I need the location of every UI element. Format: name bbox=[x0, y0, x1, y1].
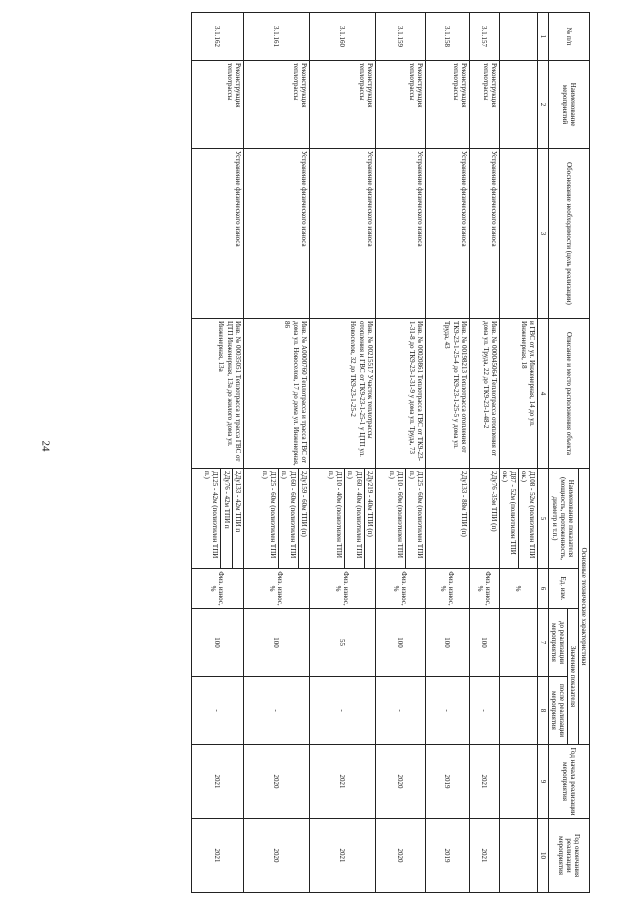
start-year bbox=[499, 745, 537, 819]
unit: Физ. износ, % bbox=[243, 569, 309, 609]
parameter-line: Д110 - 60м (полиэтилен ТПИ п.) bbox=[387, 469, 406, 568]
header-start: Год начала реализации мероприятия bbox=[548, 745, 589, 819]
col-number: 5 bbox=[537, 469, 548, 569]
col-number: 2 bbox=[537, 61, 548, 149]
parameter-line: Д125 - 60м (полиэтилен ТПИ п.) bbox=[260, 469, 279, 568]
header-reason: Обоснование необходимости (цель реализации) bbox=[548, 149, 589, 319]
row-number: 3.1.158 bbox=[425, 13, 469, 61]
parameter-line: 2Ду76 -35м ТПИ (п) bbox=[489, 471, 498, 532]
unit: Физ. износ, % bbox=[469, 569, 499, 609]
parameter-line: Д108 - 52м (полиэтилен ТПИ ок.) bbox=[519, 471, 536, 559]
parameters bbox=[191, 469, 243, 569]
reason: Устранение физического износа bbox=[469, 149, 499, 319]
end-year: 2021 bbox=[191, 819, 243, 893]
column-number-row bbox=[537, 13, 548, 893]
object-description: Инв. № 00020861 Теплотрасса ГВС от ТК9-23-1-31-8 до ТК9-23-1-31-9 у дома ул. Труда, 73 bbox=[375, 319, 425, 469]
start-year: 2021 bbox=[469, 745, 499, 819]
value-before: 100 bbox=[469, 609, 499, 677]
parameter-line: Д110 - 40м (полиэтилен ТПИ п.) bbox=[326, 469, 345, 568]
end-year bbox=[499, 819, 537, 893]
value-after: - bbox=[191, 677, 243, 745]
table-row bbox=[191, 13, 243, 893]
parameters bbox=[243, 469, 309, 569]
reason: Устранение физического износа bbox=[375, 149, 425, 319]
col-number: 9 bbox=[537, 745, 548, 819]
parameter-line: Д125 - 42м (полиэтилен ТПИ п.) bbox=[202, 469, 221, 568]
parameter-line: Д125 - 60м (полиэтилен ТПИ п.) bbox=[407, 471, 424, 559]
parameter-line: 2Ду159 - 60м ТПИ (п) bbox=[299, 471, 308, 537]
parameter-line: 2Ду76 - 42м ТПИ п bbox=[221, 469, 232, 568]
header-value-group: Значение показателя bbox=[567, 609, 578, 745]
start-year: 2020 bbox=[243, 745, 309, 819]
table-row bbox=[499, 13, 537, 893]
value-after: - bbox=[309, 677, 375, 745]
reason: Устранение физического износа bbox=[191, 149, 243, 319]
parameters bbox=[499, 469, 537, 569]
reason: Устранение физического износа bbox=[425, 149, 469, 319]
reason: Устранение физического износа bbox=[309, 149, 375, 319]
measure-name: Реконструкция теплотрассы bbox=[191, 61, 243, 149]
parameters bbox=[375, 469, 425, 569]
col-number: 1 bbox=[537, 13, 548, 61]
value-before: 100 bbox=[375, 609, 425, 677]
parameter-line: 2Ду133 - 88м ТПИ (п) bbox=[459, 471, 468, 537]
page-number: 24 bbox=[39, 440, 52, 452]
value-after: - bbox=[243, 677, 309, 745]
parameters bbox=[425, 469, 469, 569]
header-end: Год окончания реализации мероприятия bbox=[548, 819, 589, 893]
header-unit: Ед. изм. bbox=[548, 569, 578, 609]
start-year: 2021 bbox=[191, 745, 243, 819]
table-row bbox=[425, 13, 469, 893]
end-year: 2020 bbox=[375, 819, 425, 893]
start-year: 2019 bbox=[425, 745, 469, 819]
parameter-line: 2Ду133 - 42м ТПИ п bbox=[233, 471, 242, 533]
col-number: 7 bbox=[537, 609, 548, 677]
table-row bbox=[243, 13, 309, 893]
header-name: Наименование мероприятий bbox=[548, 61, 589, 149]
col-number: 3 bbox=[537, 149, 548, 319]
value-after: - bbox=[425, 677, 469, 745]
measure-name: Реконструкция теплотрассы bbox=[309, 61, 375, 149]
object-description: Инв. № 00198213 Теплотрасса отопления от ТК9-23-1-25-4 до ТК9-23-1-25-5 у дома ул. Труда, 43 bbox=[425, 319, 469, 469]
header-desc: Описание и место расположения объекта bbox=[548, 319, 589, 469]
parameters bbox=[309, 469, 375, 569]
reason bbox=[499, 149, 537, 319]
parameter-line: Д160 - 40м (полиэтилен ТПИ п.) bbox=[345, 469, 364, 568]
header-before: до реализации мероприятия bbox=[548, 609, 567, 677]
unit: Физ. износ, % bbox=[191, 569, 243, 609]
table-row bbox=[309, 13, 375, 893]
measure-name: Реконструкция теплотрассы bbox=[375, 61, 425, 149]
header-tech-group: Основные технические характеристики bbox=[578, 469, 589, 745]
end-year: 2021 bbox=[309, 819, 375, 893]
header-after: после реализации мероприятия bbox=[548, 677, 567, 745]
value-after bbox=[499, 677, 537, 745]
end-year: 2021 bbox=[469, 819, 499, 893]
col-number: 8 bbox=[537, 677, 548, 745]
object-description: Инв. № 00215517 Участок теплотрассы отопления и ГВС от ТК9-23-1-25-1 у ЦТП ул. Новоселов, 32 до ТК9-23-1-25-2 bbox=[309, 319, 375, 469]
value-before: 100 bbox=[243, 609, 309, 677]
start-year: 2020 bbox=[375, 745, 425, 819]
row-number: 3.1.162 bbox=[191, 13, 243, 61]
unit: Физ. износ, % bbox=[425, 569, 469, 609]
object-description: Инв. № А0000760 Теплотрасса и трасса ГВС от дома ул. Новоселов, 17 до дома ул. Инженерная, 86 bbox=[243, 319, 309, 469]
value-after: - bbox=[469, 677, 499, 745]
value-before: 100 bbox=[425, 609, 469, 677]
col-number: 6 bbox=[537, 569, 548, 609]
value-after: - bbox=[375, 677, 425, 745]
object-description: Инв. № 00035051 Теплотрасса и трасса ГВС от ЦТП Инженерная, 13а до жилого дома ул. Инженерная, 13а bbox=[191, 319, 243, 469]
end-year: 2020 bbox=[243, 819, 309, 893]
object-description: Инв. № 000045064 Теплотрасса отопления от дома ул. Труда, 22 до ТК9-23-1-48-2 bbox=[469, 319, 499, 469]
header-n: № п/п bbox=[548, 13, 589, 61]
value-before: 55 bbox=[309, 609, 375, 677]
measure-name: Реконструкция теплотрассы bbox=[469, 61, 499, 149]
col-number: 4 bbox=[537, 319, 548, 469]
rotated-page bbox=[50, 12, 590, 892]
row-number: 3.1.161 bbox=[243, 13, 309, 61]
measure-name bbox=[499, 61, 537, 149]
row-number: 3.1.159 bbox=[375, 13, 425, 61]
end-year: 2019 bbox=[425, 819, 469, 893]
unit: Физ. износ, % bbox=[375, 569, 425, 609]
col-number: 10 bbox=[537, 819, 548, 893]
value-before: 100 bbox=[191, 609, 243, 677]
unit: Физ. износ, % bbox=[309, 569, 375, 609]
unit: % bbox=[499, 569, 537, 609]
measure-name: Реконструкция теплотрассы bbox=[425, 61, 469, 149]
table-row bbox=[375, 13, 425, 893]
header-param: Наименование показателя (мощность, протяженность, диаметр и т.п.) bbox=[548, 469, 578, 569]
parameter-line: Д87 - 52м (полиэтилен ТПИ ок.) bbox=[500, 469, 519, 568]
row-number bbox=[499, 13, 537, 61]
table-body bbox=[191, 13, 537, 893]
measures-table bbox=[191, 12, 590, 893]
reason: Устранение физического износа bbox=[243, 149, 309, 319]
value-before bbox=[499, 609, 537, 677]
parameter-line: 2Ду219 - 40м ТПИ (п) bbox=[365, 471, 374, 537]
object-description: и ГВС от ул. Инженерная, 14 до ул. Инженерная, 18 bbox=[499, 319, 537, 469]
parameters bbox=[469, 469, 499, 569]
row-number: 3.1.160 bbox=[309, 13, 375, 61]
parameter-line: Д160 - 60м (полиэтилен ТПИ п.) bbox=[279, 469, 298, 568]
row-number: 3.1.157 bbox=[469, 13, 499, 61]
table-row bbox=[469, 13, 499, 893]
measure-name: Реконструкция теплотрассы bbox=[243, 61, 309, 149]
start-year: 2021 bbox=[309, 745, 375, 819]
